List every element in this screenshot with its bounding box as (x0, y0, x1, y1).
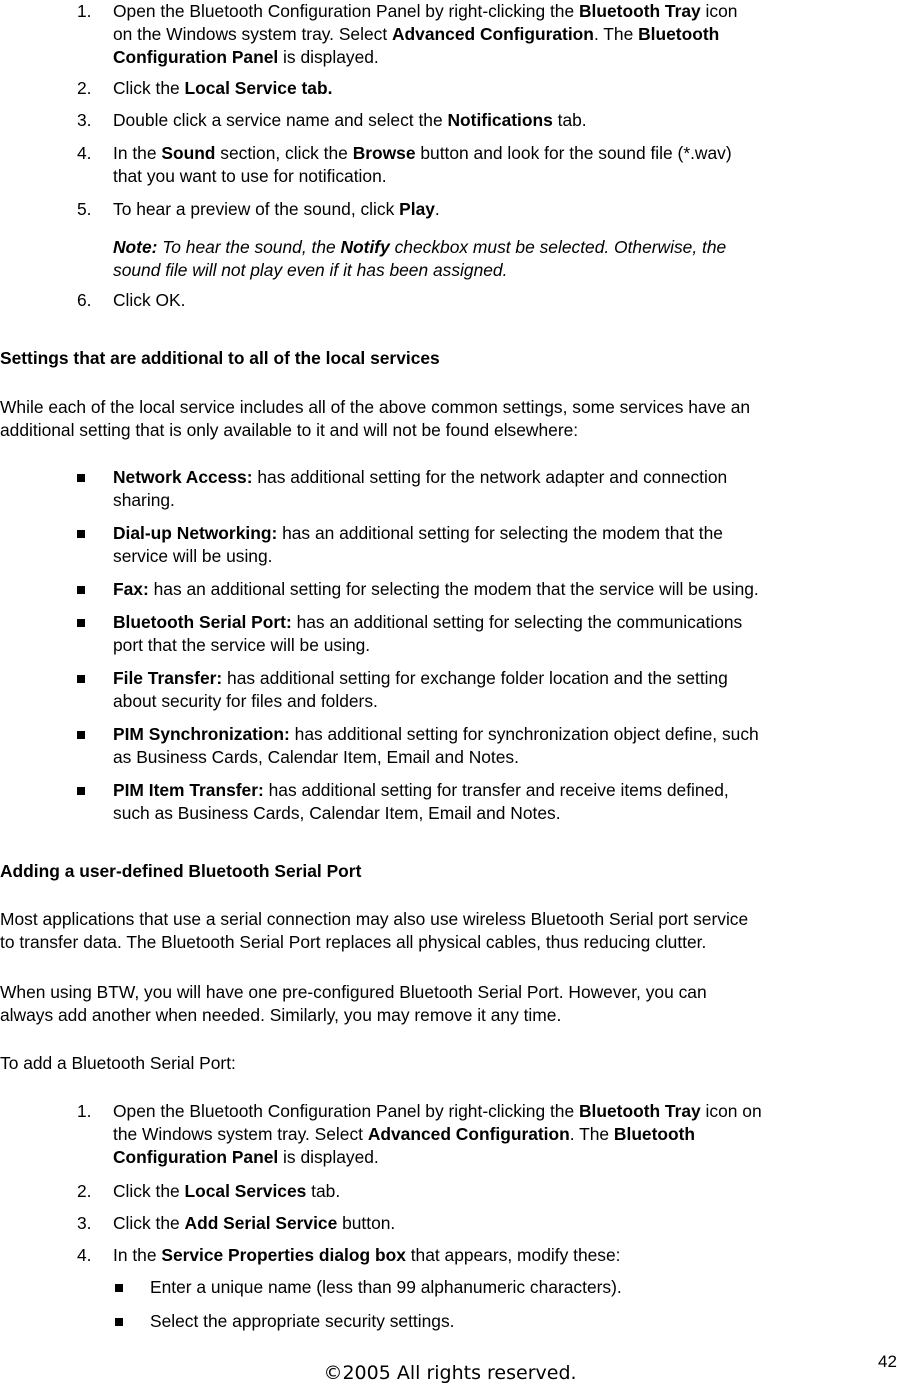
paragraph-btw: When using BTW, you will have one pre-configured Bluetooth Serial Port. However, you can always add another when needed. Similarly, you may remove it any time. (0, 982, 707, 1025)
bullet-square-icon (115, 1284, 123, 1292)
bullet-square-icon (77, 586, 85, 594)
section-heading-adding-serial-port: Adding a user-defined Bluetooth Serial Port (0, 861, 362, 881)
paragraph-to-add: To add a Bluetooth Serial Port: (0, 1053, 236, 1073)
paragraph-additional-settings: While each of the local service includes all of the above common settings, some services have an additional setting that is only available to it and will not be found elsewhere: (0, 397, 751, 440)
paragraph-serial-intro: Most applications that use a serial connection may also use wireless Bluetooth Serial port service to transfer data. The Bluetooth Serial Port replaces all physical cables, thus reducing clutter. (0, 909, 749, 952)
bullet-square-icon (77, 787, 85, 795)
bullet-square-icon (77, 731, 85, 739)
bullet-square-icon (77, 530, 85, 538)
bullet-square-icon (77, 619, 85, 627)
page-number: 42 (878, 1352, 897, 1371)
bullet-square-icon (77, 474, 85, 482)
bullet-square-icon (115, 1318, 123, 1326)
note: Note: To hear the sound, the Notify checkbox must be selected. Otherwise, the sound file will not play even if it has been assigned. (113, 237, 727, 280)
copyright-footer: ©2005 All rights reserved. (323, 1362, 577, 1384)
bullet-square-icon (77, 675, 85, 683)
section-heading-additional-settings: Settings that are additional to all of the local services (0, 348, 440, 368)
